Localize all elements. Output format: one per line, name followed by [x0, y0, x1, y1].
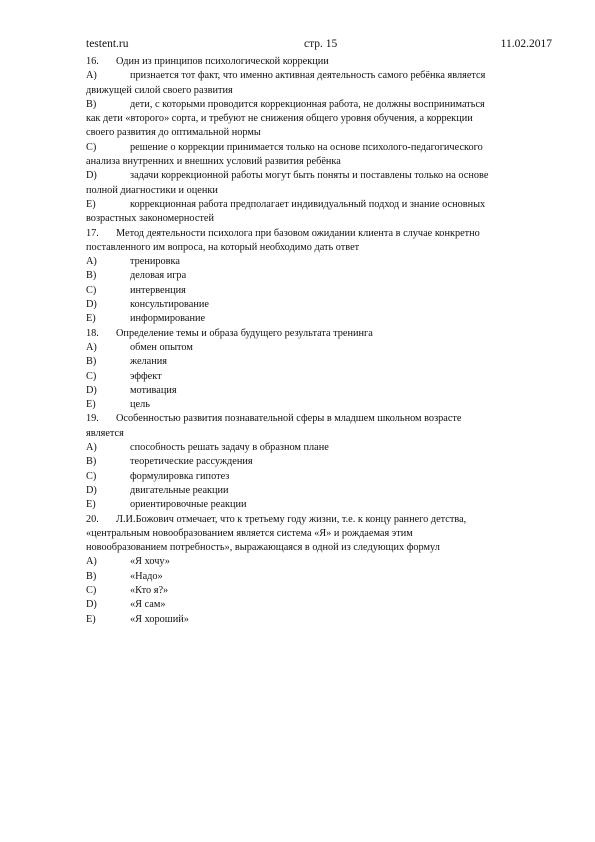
question-text-continued [86, 427, 552, 441]
site-name: testent.ru [86, 38, 129, 50]
question-block [86, 55, 552, 227]
option-letter: A) [86, 442, 97, 454]
answer-option [86, 284, 552, 298]
option-text: полной диагностики и оценки [86, 184, 218, 196]
option-letter: E) [86, 313, 96, 325]
option-text: формулировка гипотез [130, 470, 230, 482]
option-letter: B) [86, 456, 97, 468]
option-text: анализа внутренних и внешних условий развития ребёнка [86, 156, 341, 168]
option-text: консультирование [130, 299, 209, 311]
question-text-continued [86, 527, 552, 541]
question-text [86, 55, 552, 69]
question-block [86, 513, 552, 627]
option-letter: D) [86, 170, 97, 182]
option-text: способность решать задачу в образном плане [130, 442, 329, 454]
option-letter: B) [86, 270, 97, 282]
option-letter: B) [86, 98, 97, 110]
option-letter: D) [86, 484, 97, 496]
page-header [86, 38, 552, 52]
question-line: Метод деятельности психолога при базовом ожидании клиента в случае конкретно [116, 227, 480, 239]
question-number: 17. [86, 227, 99, 239]
page-number: стр. 15 [304, 38, 338, 50]
question-block [86, 412, 552, 512]
option-text: «Я хочу» [130, 556, 170, 568]
option-letter: B) [86, 356, 97, 368]
answer-option [86, 384, 552, 398]
question-line: Особенностью развития познавательной сферы в младшем школьном возрасте [116, 413, 462, 425]
answer-option [86, 613, 552, 627]
option-letter: C) [86, 284, 97, 296]
option-letter: B) [86, 570, 97, 582]
answer-option [86, 98, 552, 141]
answer-option [86, 555, 552, 569]
option-letter: A) [86, 70, 97, 82]
option-letter: E) [86, 399, 96, 411]
answer-option [86, 598, 552, 612]
option-letter: A) [86, 341, 97, 353]
option-text: ориентировочные реакции [130, 499, 247, 511]
option-letter: E) [86, 499, 96, 511]
option-text: дети, с которыми проводится коррекционная работа, не должны восприниматься [130, 98, 485, 110]
answer-option [86, 269, 552, 283]
option-text: «Надо» [130, 570, 163, 582]
option-text: деловая игра [130, 270, 187, 282]
answer-option [86, 312, 552, 326]
option-text: информирование [130, 313, 206, 325]
option-text: интервенция [130, 284, 186, 296]
question-number: 16. [86, 56, 99, 67]
option-letter: A) [86, 256, 97, 268]
answer-option [86, 169, 552, 198]
option-text: «Я хороший» [130, 613, 189, 625]
question-text-continued [86, 541, 552, 555]
option-text: двигательные реакции [130, 484, 229, 496]
question-line: является [86, 427, 124, 439]
option-text: «Я сам» [130, 599, 166, 611]
option-letter: E) [86, 613, 96, 625]
question-text [86, 513, 552, 527]
answer-option [86, 355, 552, 369]
answer-option [86, 455, 552, 469]
questions-list [86, 55, 552, 627]
option-text: возрастных закономерностей [86, 213, 214, 225]
answer-option [86, 470, 552, 484]
question-number: 19. [86, 413, 99, 425]
option-text: признается тот факт, что именно активная деятельность самого ребёнка является [130, 70, 486, 82]
answer-option [86, 398, 552, 412]
option-letter: C) [86, 141, 97, 153]
option-letter: D) [86, 299, 97, 311]
option-text: коррекционная работа предполагает индивидуальный подход и знание основных [130, 198, 486, 210]
answer-option [86, 584, 552, 598]
question-text [86, 327, 552, 341]
question-number: 18. [86, 327, 99, 339]
option-text: эффект [130, 370, 162, 382]
option-text: цель [130, 399, 150, 411]
option-text: своего развития до оптимальной нормы [86, 127, 261, 139]
question-text [86, 227, 552, 241]
option-letter: C) [86, 470, 97, 482]
answer-option [86, 441, 552, 455]
option-letter: D) [86, 599, 97, 611]
option-text: «Кто я?» [130, 584, 169, 596]
answer-option [86, 341, 552, 355]
option-text: мотивация [130, 384, 177, 396]
answer-option [86, 198, 552, 227]
header-date: 11.02.2017 [500, 38, 552, 50]
answer-option [86, 570, 552, 584]
option-text: задачи коррекционной работы могут быть поняты и поставлены только на основе [130, 170, 489, 182]
option-letter: D) [86, 384, 97, 396]
question-line: Один из принципов психологической коррекции [116, 56, 329, 67]
question-line: «центральным новообразованием является система «Я» и рождаемая этим [86, 527, 413, 539]
question-line: поставленного им вопроса, на который необходимо дать ответ [86, 241, 360, 253]
option-text: решение о коррекции принимается только на основе психолого-педагогического [130, 141, 483, 153]
question-number: 20. [86, 513, 99, 525]
option-letter: A) [86, 556, 97, 568]
question-line: Л.И.Божович отмечает, что к третьему году жизни, т.е. к концу раннего детства, [116, 513, 467, 525]
option-text: тренировка [130, 256, 180, 268]
question-text-continued [86, 241, 552, 255]
option-letter: C) [86, 584, 97, 596]
answer-option [86, 484, 552, 498]
question-line: Определение темы и образа будущего результата тренинга [116, 327, 373, 339]
option-text: обмен опытом [130, 341, 193, 353]
answer-option [86, 141, 552, 170]
answer-option [86, 69, 552, 98]
question-text [86, 412, 552, 426]
answer-option [86, 370, 552, 384]
option-letter: C) [86, 370, 97, 382]
option-text: как дети «второго» сорта, и требуют не снижения общего уровня обучения, а коррекции [86, 113, 473, 125]
answer-option [86, 255, 552, 269]
option-text: движущей силой своего развития [86, 84, 233, 96]
option-text: теоретические рассуждения [130, 456, 253, 468]
answer-option [86, 498, 552, 512]
option-text: желания [130, 356, 168, 368]
option-letter: E) [86, 198, 96, 210]
question-block [86, 227, 552, 327]
question-line: новообразованием потребность», выражающаяся в одной из следующих формул [86, 542, 440, 554]
answer-option [86, 298, 552, 312]
question-block [86, 327, 552, 413]
